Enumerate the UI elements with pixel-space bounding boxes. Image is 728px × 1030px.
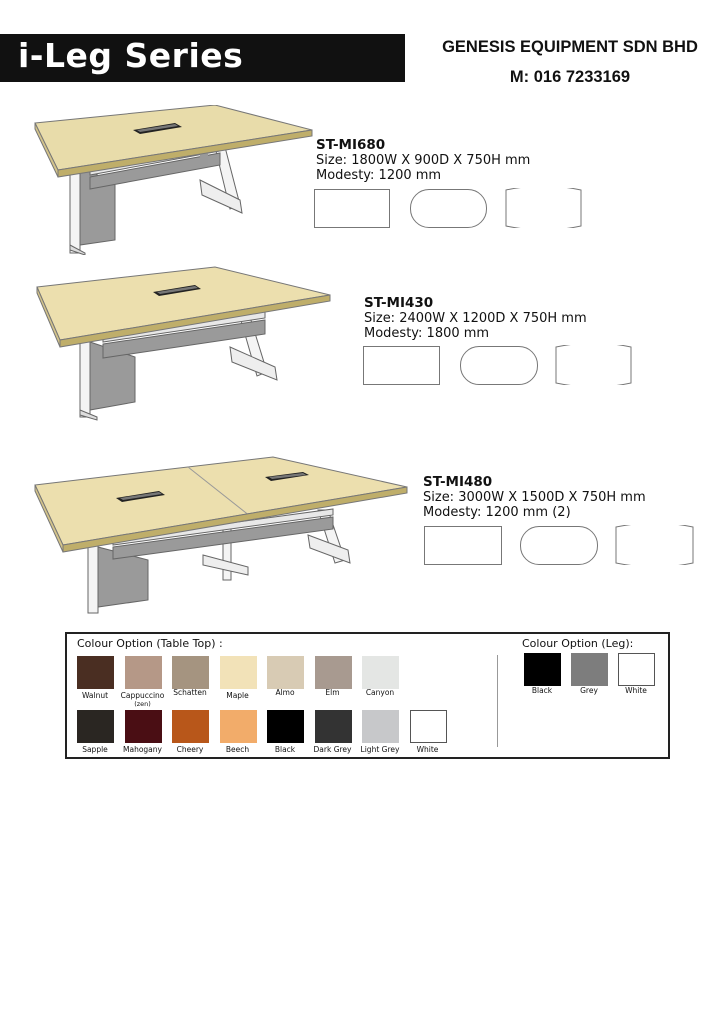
- colour-swatch-label: Canyon: [365, 688, 395, 697]
- colour-swatch-canyon: [362, 656, 399, 689]
- colour-swatch-mahogany: [125, 710, 162, 743]
- oval-top-shape: [520, 526, 598, 565]
- colour-swatch-label: Black: [274, 745, 296, 754]
- colour-swatch-elm: [315, 656, 352, 689]
- colour-swatch-label: Black: [531, 686, 553, 695]
- colour-swatch-label: Sapple: [82, 745, 108, 754]
- product-size: Size: 1800W X 900D X 750H mm: [316, 153, 531, 168]
- table-image-st-mi680: [30, 105, 315, 255]
- rectangle-top-shape: [314, 189, 390, 228]
- colour-swatch-white: [618, 653, 655, 686]
- product-modesty: Modesty: 1200 mm (2): [423, 505, 571, 520]
- colour-swatch-almo: [267, 656, 304, 689]
- product-size: Size: 3000W X 1500D X 750H mm: [423, 490, 646, 505]
- colour-swatch-label: Beech: [225, 745, 250, 754]
- product-code: ST-MI480: [423, 474, 493, 490]
- colour-swatch-sapple: [77, 710, 114, 743]
- series-title: i-Leg Series: [18, 36, 244, 75]
- product-size: Size: 2400W X 1200D X 750H mm: [364, 311, 587, 326]
- rectangle-top-shape: [363, 346, 440, 385]
- phone-number: M: 016 7233169: [509, 68, 631, 86]
- colour-swatch-cheery: [172, 710, 209, 743]
- colour-swatch-label: White: [416, 745, 439, 754]
- colour-swatch-label: Maple: [226, 691, 249, 700]
- colour-swatch-label: Cappuccino: [120, 691, 165, 700]
- boat-top-shape: [555, 345, 633, 385]
- boat-top-shape: [505, 188, 583, 228]
- product-modesty: Modesty: 1200 mm: [316, 168, 442, 183]
- colour-swatch-label: Mahogany: [123, 745, 162, 754]
- colour-swatch-label: Elm: [325, 688, 340, 697]
- colour-swatch-label: Cheery: [176, 745, 204, 754]
- colour-swatch-schatten: [172, 656, 209, 689]
- company-name: GENESIS EQUIPMENT SDN BHD: [442, 38, 698, 56]
- series-title-bar: [0, 34, 405, 82]
- oval-top-shape: [460, 346, 538, 385]
- table-image-st-mi480: [33, 455, 411, 617]
- product-code: ST-MI680: [316, 137, 386, 153]
- colour-swatch-label: Light Grey: [360, 745, 400, 754]
- product-code: ST-MI430: [364, 295, 434, 311]
- colour-swatch-light-grey: [362, 710, 399, 743]
- colour-swatch-label: Schatten: [173, 688, 207, 697]
- table-image-st-mi430: [35, 262, 335, 422]
- panel-divider: [497, 655, 498, 747]
- colour-swatch-maple: [220, 656, 257, 689]
- colour-swatch-beech: [220, 710, 257, 743]
- oval-top-shape: [410, 189, 487, 228]
- colour-swatch-label: Grey: [580, 686, 598, 695]
- rectangle-top-shape: [424, 526, 502, 565]
- colour-swatch-sublabel: (zen): [134, 700, 151, 708]
- colour-swatch-white: [410, 710, 447, 743]
- colour-swatch-label: Dark Grey: [313, 745, 352, 754]
- colour-swatch-black: [524, 653, 561, 686]
- colour-swatch-label: White: [625, 686, 647, 695]
- colour-swatch-dark-grey: [315, 710, 352, 743]
- leg-colour-title: Colour Option (Leg):: [522, 637, 634, 650]
- colour-swatch-black: [267, 710, 304, 743]
- boat-top-shape: [615, 525, 695, 565]
- colour-swatch-grey: [571, 653, 608, 686]
- colour-swatch-walnut: [77, 656, 114, 689]
- colour-swatch-label: Walnut: [81, 691, 109, 700]
- product-modesty: Modesty: 1800 mm: [364, 326, 490, 341]
- colour-swatch-label: Almo: [275, 688, 295, 697]
- colour-swatch-cappuccino: [125, 656, 162, 689]
- table-top-colour-title: Colour Option (Table Top) :: [77, 637, 223, 650]
